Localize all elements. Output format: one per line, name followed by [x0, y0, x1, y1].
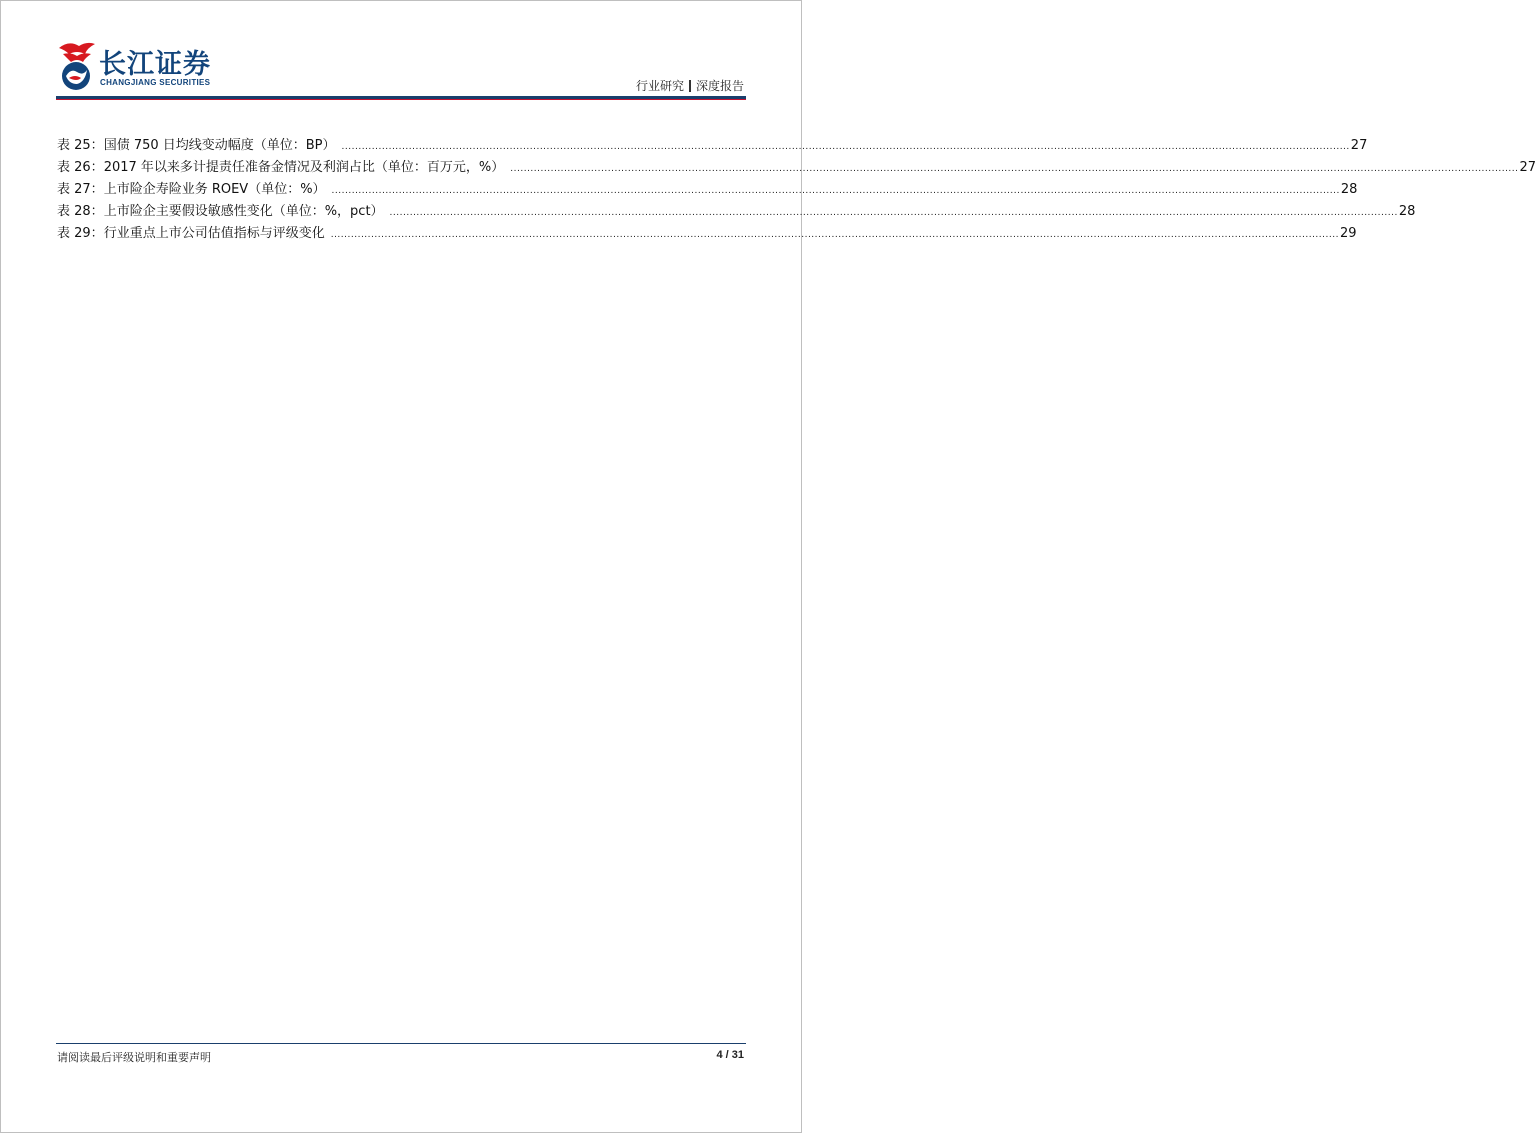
toc-entry[interactable] [57, 156, 1536, 178]
footer-rule [56, 1043, 746, 1044]
toc-entry[interactable] [57, 200, 1416, 222]
header-rule-accent [56, 99, 746, 100]
header-separator [689, 80, 691, 92]
category-label: 行业研究 [635, 79, 684, 93]
toc-leader-dots: ............................................................................................................................................................................................................................................................................................................ [510, 164, 1519, 174]
footer-disclaimer: 请阅读最后评级说明和重要声明 [57, 1051, 211, 1064]
table-of-contents [57, 134, 1536, 244]
toc-entry[interactable] [57, 178, 1358, 200]
page-number: 4 / 31 [716, 1049, 744, 1061]
logo-chinese-name: 长江证券 [99, 49, 211, 80]
toc-leader-dots: ............................................................................................................................................................................................................................................................................................................ [331, 186, 1340, 196]
company-logo [55, 38, 255, 94]
toc-entry-page: 29 [1339, 226, 1357, 241]
toc-entry-label: 表 25： [57, 138, 104, 153]
toc-entry-page: 28 [1340, 182, 1358, 197]
toc-entry-title: 上市险企寿险业务 ROEV（单位：%） [103, 182, 326, 197]
toc-entry-label: 表 26： [57, 160, 104, 175]
toc-leader-dots: ............................................................................................................................................................................................................................................................................................................ [389, 208, 1398, 218]
toc-entry-title: 国债 750 日均线变动幅度（单位：BP） [103, 138, 336, 153]
toc-leader-dots: ............................................................................................................................................................................................................................................................................................................ [341, 142, 1350, 152]
toc-entry-page: 28 [1398, 204, 1416, 219]
toc-entry-title: 行业重点上市公司估值指标与评级变化 [103, 226, 325, 241]
toc-leader-dots: ............................................................................................................................................................................................................................................................................................................ [330, 230, 1339, 240]
page-header [0, 0, 802, 104]
logo-emblem-icon [55, 38, 99, 92]
report-category [636, 77, 744, 94]
toc-entry-label: 表 28： [57, 204, 104, 219]
toc-entry-label: 表 27： [57, 182, 104, 197]
toc-entry-page: 27 [1519, 160, 1536, 175]
toc-entry[interactable] [57, 134, 1368, 156]
logo-english-name: CHANGJIANG SECURITIES [100, 78, 211, 87]
toc-entry-title: 上市险企主要假设敏感性变化（单位：%，pct） [103, 204, 384, 219]
toc-entry-label: 表 29： [57, 226, 104, 241]
toc-entry-page: 27 [1350, 138, 1368, 153]
toc-entry[interactable] [57, 222, 1357, 244]
report-type-label: 深度报告 [695, 79, 744, 93]
toc-entry-title: 2017 年以来多计提责任准备金情况及利润占比（单位：百万元，%） [103, 160, 505, 175]
